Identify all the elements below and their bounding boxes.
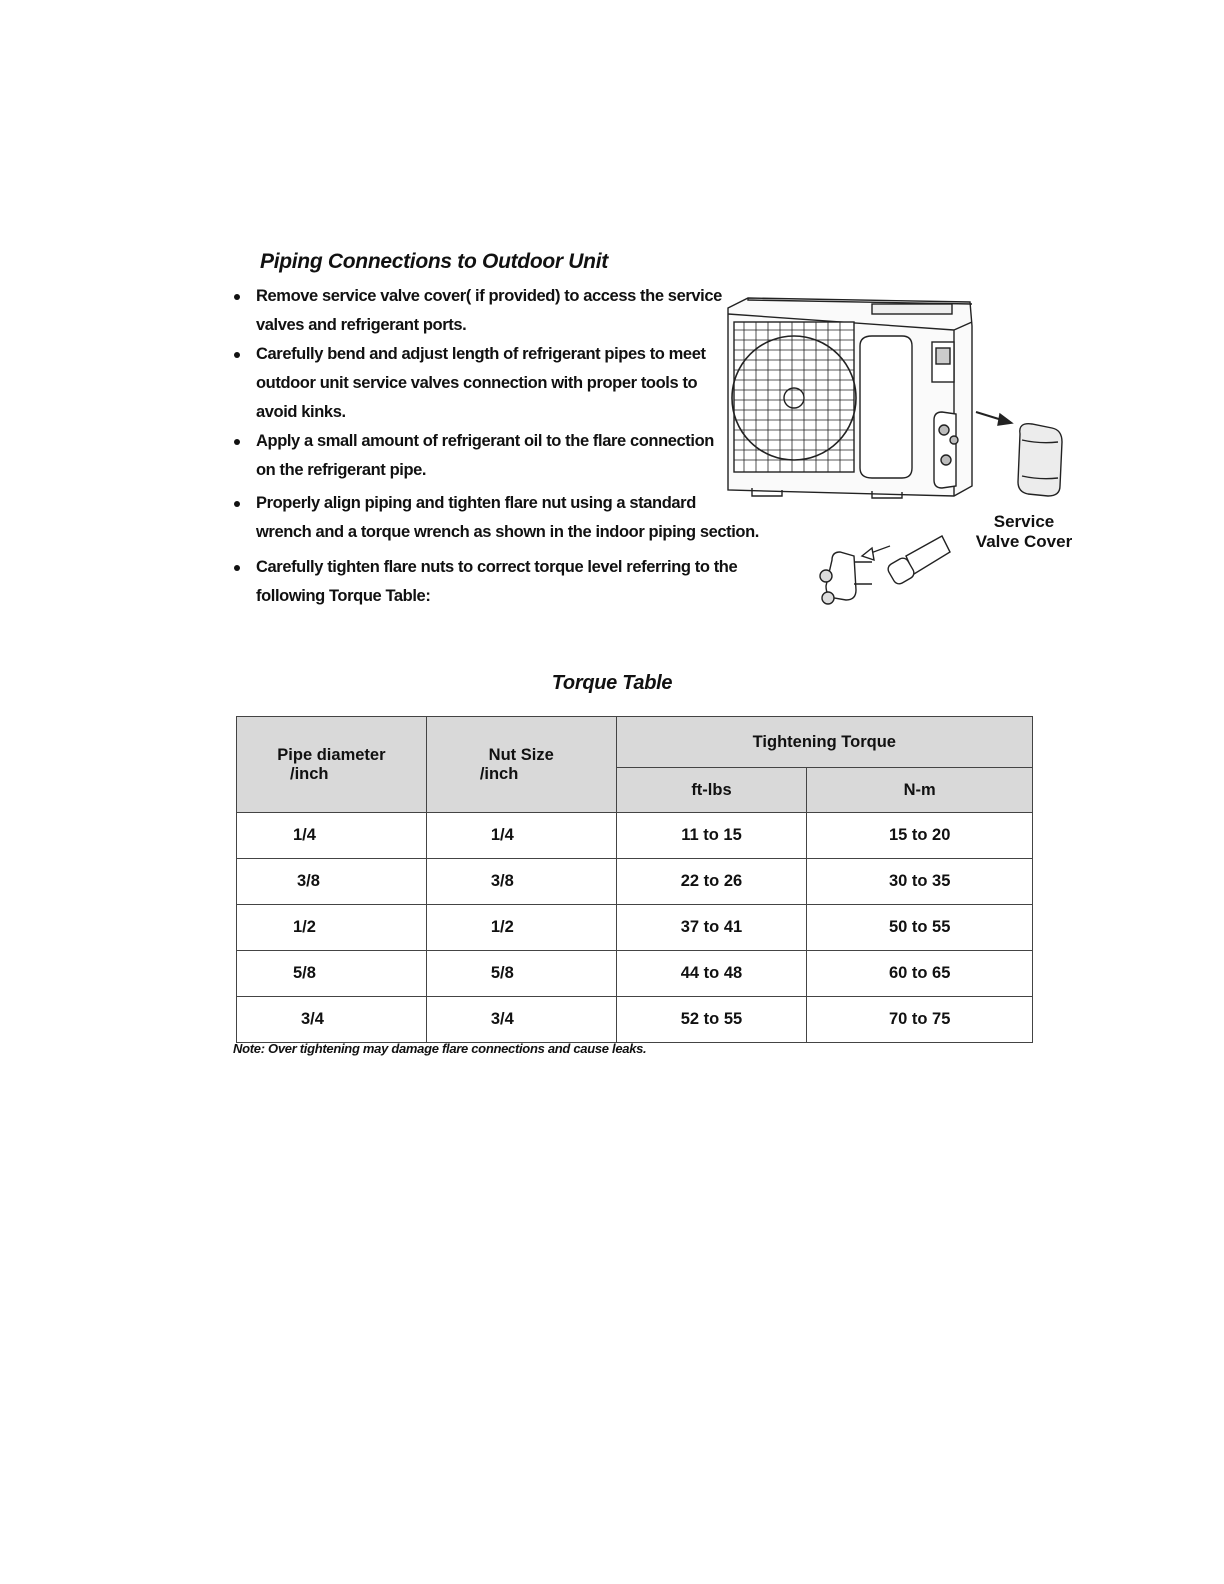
list-item [232, 553, 792, 611]
header-line: /inch [479, 764, 519, 783]
header-pipe-diameter [237, 717, 427, 813]
bullet-icon [234, 294, 240, 300]
item-line: valves and refrigerant ports. [256, 316, 467, 334]
cell-nut: 1/4 [426, 813, 616, 859]
header-line: Nut Size [488, 745, 554, 764]
bullet-icon [234, 501, 240, 507]
list-item [232, 282, 792, 340]
header-nut-size [426, 717, 616, 813]
item-line: avoid kinks. [256, 403, 346, 421]
table-row [237, 813, 1033, 859]
item-line: following Torque Table: [256, 587, 431, 605]
cell-pipe: 3/4 [237, 997, 427, 1043]
item-line: on the refrigerant pipe. [256, 461, 427, 479]
item-line: Apply a small amount of refrigerant oil to the flare connection [256, 432, 714, 450]
outdoor-unit-illustration [722, 290, 1082, 620]
bullet-icon [234, 565, 240, 571]
cell-nm: 15 to 20 [807, 813, 1033, 859]
cell-ftlbs: 52 to 55 [616, 997, 807, 1043]
cell-nut: 5/8 [426, 951, 616, 997]
cell-ftlbs: 44 to 48 [616, 951, 807, 997]
label-line: Valve Cover [975, 532, 1073, 551]
bullet-icon [234, 352, 240, 358]
item-line: Carefully bend and adjust length of refrigerant pipes to meet [256, 345, 706, 363]
header-ft-lbs: ft-lbs [616, 768, 807, 813]
item-line: outdoor unit service valves connection with proper tools to [256, 374, 698, 392]
table-title: Torque Table [551, 672, 673, 694]
torque-table [236, 716, 1033, 1043]
header-n-m: N-m [807, 768, 1033, 813]
item-line: wrench and a torque wrench as shown in the indoor piping section. [256, 523, 759, 541]
bullet-icon [234, 439, 240, 445]
cell-ftlbs: 11 to 15 [616, 813, 807, 859]
table-row [237, 859, 1033, 905]
cell-nut: 3/4 [426, 997, 616, 1043]
service-valve-cover-label [964, 512, 1084, 552]
cell-nm: 70 to 75 [807, 997, 1033, 1043]
cell-pipe: 1/2 [237, 905, 427, 951]
cell-nm: 30 to 35 [807, 859, 1033, 905]
list-item [232, 489, 792, 547]
list-item [232, 427, 792, 485]
table-row [237, 997, 1033, 1043]
cell-nut: 1/2 [426, 905, 616, 951]
arrow-right-icon [976, 412, 1012, 425]
label-line: Service [993, 512, 1055, 531]
table-row [237, 905, 1033, 951]
outdoor-unit-icon [728, 298, 972, 498]
cell-ftlbs: 22 to 26 [616, 859, 807, 905]
cell-pipe: 3/8 [237, 859, 427, 905]
cell-nm: 60 to 65 [807, 951, 1033, 997]
item-line: Carefully tighten flare nuts to correct torque level referring to the [256, 558, 738, 576]
cell-pipe: 1/4 [237, 813, 427, 859]
section-title: Piping Connections to Outdoor Unit [260, 250, 608, 273]
item-line: Remove service valve cover( if provided) to access the service [256, 287, 722, 305]
table-row [237, 951, 1033, 997]
valve-cover-icon [1018, 424, 1062, 496]
cell-nut: 3/8 [426, 859, 616, 905]
header-tightening-torque: Tightening Torque [616, 717, 1032, 768]
cell-nm: 50 to 55 [807, 905, 1033, 951]
header-line: /inch [290, 764, 329, 783]
table-note: Note: Over tightening may damage flare connections and cause leaks. [233, 1041, 647, 1056]
header-line: Pipe diameter [277, 745, 386, 764]
flare-connection-icon [820, 536, 950, 604]
item-line: Properly align piping and tighten flare nut using a standard [256, 494, 696, 512]
cell-ftlbs: 37 to 41 [616, 905, 807, 951]
cell-pipe: 5/8 [237, 951, 427, 997]
list-item [232, 340, 792, 427]
instruction-list [232, 282, 792, 611]
